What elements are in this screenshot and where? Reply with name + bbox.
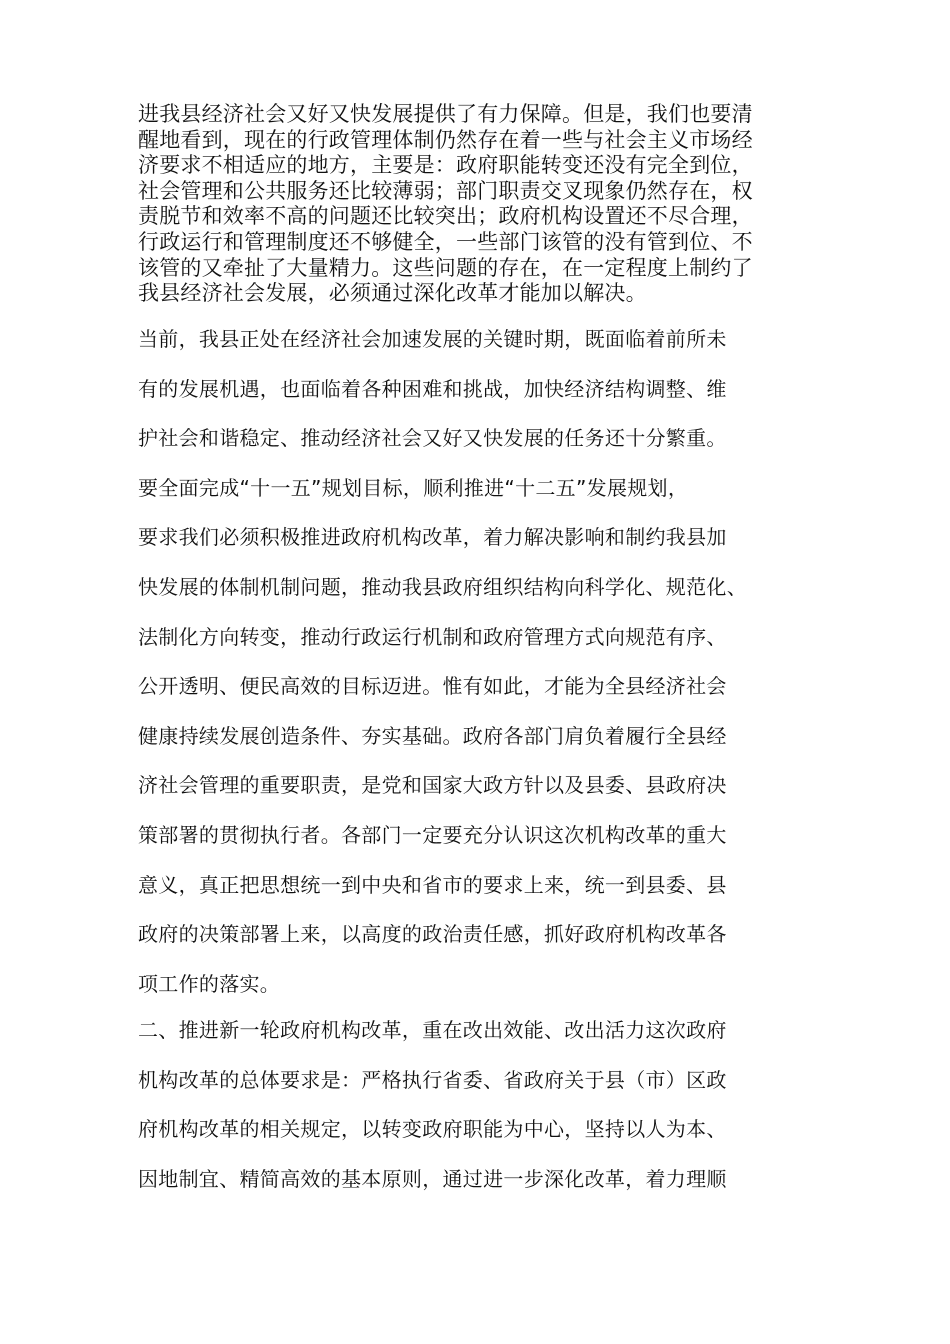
text-line: 健康持续发展创造条件、夯实基础。政府各部门肩负着履行全县经 bbox=[138, 723, 727, 748]
text-line: 我县经济社会发展，必须通过深化改革才能加以解决。 bbox=[138, 281, 647, 306]
text-line: 公开透明、便民高效的目标迈进。惟有如此，才能为全县经济社会 bbox=[138, 674, 727, 699]
text-line: 该管的又牵扯了大量精力。这些问题的存在，在一定程度上制约了 bbox=[138, 255, 753, 280]
text-line: 项工作的落实。 bbox=[138, 971, 281, 996]
text-line: 进我县经济社会又好又快发展提供了有力保障。但是，我们也要清 bbox=[138, 102, 753, 126]
paragraph-3 bbox=[138, 1006, 806, 1204]
text-line: 府机构改革的相关规定，以转变政府职能为中心，坚持以人为本、 bbox=[138, 1117, 727, 1142]
text-line: 法制化方向转变，推动行政运行机制和政府管理方式向规范有序、 bbox=[138, 624, 727, 649]
paragraph-2 bbox=[138, 315, 806, 1009]
text-line: 护社会和谐稳定、推动经济社会又好又快发展的任务还十分繁重。 bbox=[138, 426, 727, 451]
paragraph-1 bbox=[138, 102, 806, 307]
text-line: 要求我们必须积极推进政府机构改革，着力解决影响和制约我县加 bbox=[138, 525, 727, 550]
text-line: 责脱节和效率不高的问题还比较突出；政府机构设置还不尽合理， bbox=[138, 204, 753, 229]
text-line: 政府的决策部署上来，以高度的政治责任感，抓好政府机构改革各 bbox=[138, 922, 727, 947]
text-line: 因地制宜、精简高效的基本原则，通过进一步深化改革，着力理顺 bbox=[138, 1166, 727, 1191]
text-line: 行政运行和管理制度还不够健全，一些部门该管的没有管到位、不 bbox=[138, 229, 753, 254]
text-line: 济要求不相适应的地方，主要是：政府职能转变还没有完全到位， bbox=[138, 153, 753, 178]
text-line: 济社会管理的重要职责，是党和国家大政方针以及县委、县政府决 bbox=[138, 773, 727, 798]
text-line: 策部署的贯彻执行者。各部门一定要充分认识这次机构改革的重大 bbox=[138, 822, 727, 847]
text-line: 意义，真正把思想统一到中央和省市的要求上来，统一到县委、县 bbox=[138, 872, 727, 897]
text-line: 要全面完成“十一五”规划目标，顺利推进“十二五”发展规划， bbox=[138, 475, 689, 500]
text-line: 机构改革的总体要求是：严格执行省委、省政府关于县（市）区政 bbox=[138, 1067, 727, 1092]
text-line: 快发展的体制机制问题，推动我县政府组织结构向科学化、规范化、 bbox=[138, 574, 747, 599]
text-line: 当前，我县正处在经济社会加速发展的关键时期，既面临着前所未 bbox=[138, 327, 727, 351]
text-line: 有的发展机遇，也面临着各种困难和挑战，加快经济结构调整、维 bbox=[138, 376, 727, 401]
text-line: 社会管理和公共服务还比较薄弱；部门职责交叉现象仍然存在，权 bbox=[138, 178, 753, 203]
section-heading-line: 二、推进新一轮政府机构改革，重在改出效能、改出活力这次政府 bbox=[138, 1018, 727, 1042]
text-line: 醒地看到，现在的行政管理体制仍然存在着一些与社会主义市场经 bbox=[138, 127, 753, 152]
